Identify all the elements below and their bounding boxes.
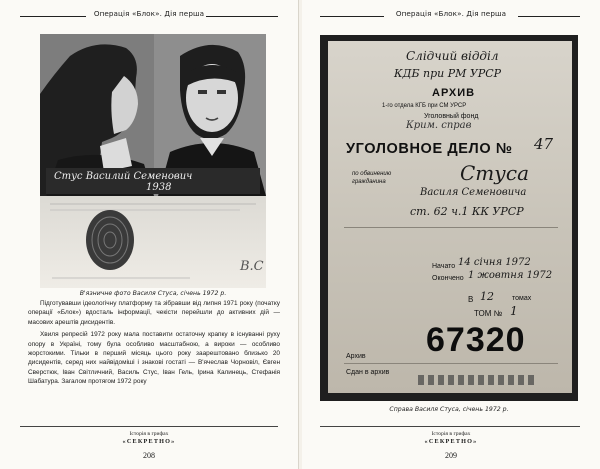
- prison-photo: [40, 34, 266, 288]
- footer-rule: [20, 426, 278, 427]
- body-text: [28, 299, 280, 387]
- left-page: [0, 0, 299, 469]
- running-head-title: Операція «Блок». Дія перша: [93, 9, 205, 18]
- hand-given-name: Василя Семеновича: [420, 187, 527, 198]
- citizen-label: гражданина: [352, 179, 386, 185]
- paragraph: Підготувавши ідеологічну платформу та зібравши від липня 1971 року (початку операції «Блок») вдосталь інформації, чекісти перейшли до активних дій — масових арештів дисидентів.: [28, 300, 280, 326]
- mugshot-name-inscription: Стус Василий Семенович: [54, 171, 193, 182]
- footer-left: [0, 419, 298, 469]
- footer-right: [302, 419, 600, 469]
- accused-label: по обвинению: [352, 171, 392, 177]
- volumes-count: 12: [480, 290, 494, 303]
- hand-department: Слідчий відділ: [406, 49, 499, 63]
- page-number: 208: [143, 451, 155, 460]
- fund-label: Уголовный фонд: [424, 113, 479, 120]
- case-file-cover: [328, 41, 572, 393]
- volume-number: 1: [510, 304, 518, 318]
- volumes-label: томах: [512, 295, 532, 302]
- svg-text:B.C: B.C: [240, 259, 264, 274]
- series-title-top: Історія в грифах: [129, 431, 169, 437]
- started-label: Начато: [432, 263, 456, 270]
- running-head-right: [302, 9, 600, 23]
- case-number: 47: [534, 135, 554, 153]
- mugshot-year-inscription: 1938: [146, 182, 172, 193]
- archive-label: Архив: [346, 353, 366, 360]
- mugshot-image: [40, 34, 266, 288]
- archive-stamp-number: 67320: [426, 321, 526, 359]
- volume-label: ТОМ №: [474, 309, 503, 318]
- case-title: УГОЛОВНОЕ ДЕЛО №: [346, 141, 513, 157]
- page-number: 209: [445, 451, 457, 460]
- case-file-photo: [320, 35, 578, 401]
- series-title-bottom: «СЕКРЕТНО»: [424, 438, 478, 445]
- running-head-left: [0, 9, 298, 23]
- paragraph: Хвиля репресій 1972 року мала поставити остаточну крапку в існуванні руху опору в Україні, тому була особливо масштабною, а вироки — особливо жорстокими. Тільки в перший місяць цього року заарештовано близько 20 дисидентів, серед них найвідоміші і знакові гостаті — В'ячеслав Чорновіл, Євген Сверстюк, Іван Світличний, Василь Стус, Іван Гель, Ірина Калинець, Стефанія Шабатура. Загалом протягом 1972 року: [28, 331, 280, 386]
- case-file-caption: Справа Василя Стуса, січень 1972 р.: [389, 406, 509, 413]
- series-title-top: Історія в грифах: [431, 431, 471, 437]
- hand-surname: Стуса: [460, 161, 529, 185]
- footer-rule: [320, 426, 580, 427]
- archive-subheading: 1-го отдела КГБ при СМ УРСР: [382, 103, 467, 109]
- started-value: 14 січня 1972: [458, 257, 531, 268]
- finished-label: Окончено: [432, 275, 464, 282]
- photo-caption: В'язничне фото Василя Стуса, січень 1972 р.: [79, 290, 227, 297]
- hand-fund: Крим. справ: [406, 120, 472, 131]
- archive-heading: АРХИВ: [432, 87, 476, 99]
- in-label: В: [468, 295, 474, 304]
- hand-article: ст. 62 ч.1 КК УРСР: [410, 205, 524, 218]
- finished-value: 1 жовтня 1972: [468, 270, 553, 281]
- right-page: [302, 0, 600, 469]
- series-title-bottom: «СЕКРЕТНО»: [122, 438, 176, 445]
- storage-label: Сдан в архив: [346, 369, 390, 376]
- hand-kgb-line: КДБ при РМ УРСР: [394, 67, 502, 80]
- running-head-title: Операція «Блок». Дія перша: [395, 9, 507, 18]
